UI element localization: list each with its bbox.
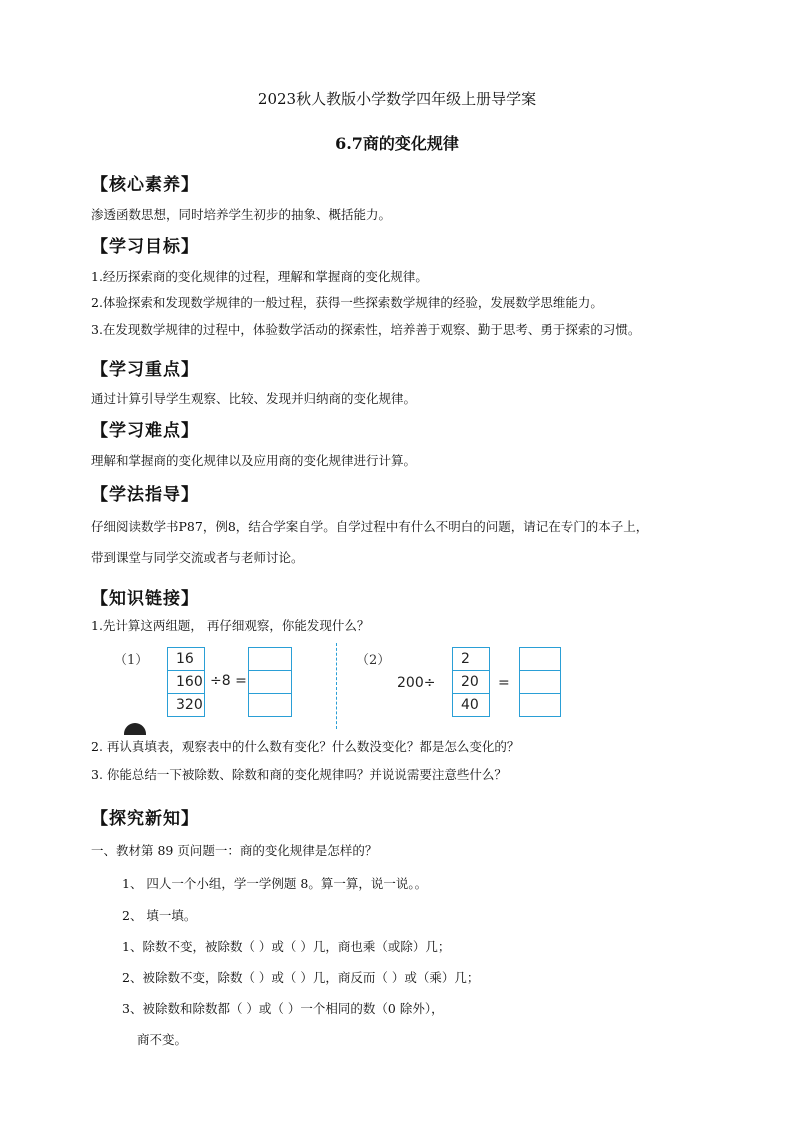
- answer-box[interactable]: [520, 671, 560, 694]
- answer-box[interactable]: [249, 671, 291, 694]
- divisor-cell: 40: [461, 697, 479, 713]
- divisor-cell: 2: [453, 648, 489, 671]
- dividend-cell: 320: [176, 697, 203, 713]
- fill-blank-3: 3、被除数和除数都（ ）或（ ）一个相同的数（0 除外），: [122, 1001, 444, 1016]
- heading-key: 【学习重点】: [91, 360, 199, 380]
- explore-step-2: 2、 填一填。: [122, 908, 197, 923]
- core-text: 渗透函数思想，同时培养学生初步的抽象、概括能力。: [91, 207, 392, 222]
- group-1-label: （1）: [114, 653, 149, 668]
- answer-box[interactable]: [249, 648, 291, 671]
- answer-box[interactable]: [249, 694, 291, 716]
- goal-item-3: 3.在发现数学规律的过程中，体验数学活动的探索性，培养善于观察、勤于思考、勇于探索的习惯。: [91, 322, 641, 337]
- goal-item-2: 2.体验探索和发现数学规律的一般过程，获得一些探索数学规律的经验，发展数学思维能力。: [91, 295, 603, 310]
- calculation-figure: [110, 643, 580, 733]
- difficulty-text: 理解和掌握商的变化规律以及应用商的变化规律进行计算。: [91, 453, 417, 468]
- explore-step-1: 1、 四人一个小组，学一学例题 8。算一算，说一说。。: [122, 876, 428, 891]
- dividend-cell: 16: [168, 648, 204, 671]
- document-title: 2023秋人教版小学数学四年级上册导学案: [257, 90, 537, 108]
- answer-box[interactable]: [520, 694, 560, 716]
- heading-explore: 【探究新知】: [91, 809, 199, 829]
- fill-blank-3-cont: 商不变。: [137, 1032, 188, 1047]
- group-1-dividends: [167, 647, 205, 717]
- group-1-answer-boxes[interactable]: [248, 647, 292, 717]
- method-line-1: 仔细阅读数学书P87，例8，结合学案自学。自学过程中有什么不明白的问题，请记在专门的本子上，: [91, 519, 649, 534]
- group-1-operator: ÷8 =: [210, 673, 247, 689]
- divisor-cell: 20: [453, 671, 489, 694]
- links-question-1: 1.先计算这两组题， 再仔细观察，你能发现什么？: [91, 618, 370, 633]
- heading-method: 【学法指导】: [91, 485, 199, 505]
- heading-goals: 【学习目标】: [91, 237, 199, 257]
- fill-blank-2: 2、被除数不变，除数（ ）或（ ）几，商反而（ ）或（乘）几；: [122, 970, 480, 985]
- dividend-cell: 160: [168, 671, 204, 694]
- key-text: 通过计算引导学生观察、比较、发现并归纳商的变化规律。: [91, 391, 417, 406]
- fill-blank-1: 1、除数不变，被除数（ ）或（ ）几，商也乘（或除）几；: [122, 939, 451, 954]
- decorative-shape: [124, 723, 146, 735]
- group-2-answer-boxes[interactable]: [519, 647, 561, 717]
- explore-question: 一、教材第 89 页问题一：商的变化规律是怎样的？: [91, 843, 378, 858]
- links-question-2: 2. 再认真填表，观察表中的什么数有变化？什么数没变化？都是怎么变化的？: [91, 739, 520, 754]
- heading-core: 【核心素养】: [91, 175, 199, 195]
- heading-difficulty: 【学习难点】: [91, 421, 199, 441]
- group-2-operator: =: [498, 675, 510, 691]
- heading-links: 【知识链接】: [91, 589, 199, 609]
- group-2-prefix: 200÷: [397, 675, 436, 691]
- answer-box[interactable]: [520, 648, 560, 671]
- group-2-label: （2）: [356, 653, 391, 668]
- goal-item-1: 1.经历探索商的变化规律的过程，理解和掌握商的变化规律。: [91, 269, 428, 284]
- lesson-title: 6.7商的变化规律: [335, 134, 459, 153]
- group-2-divisors: [452, 647, 490, 717]
- dashed-divider: [336, 643, 337, 729]
- links-question-3: 3. 你能总结一下被除数、除数和商的变化规律吗？并说说需要注意些什么？: [91, 767, 507, 782]
- method-line-2: 带到课堂与同学交流或者与老师讨论。: [91, 550, 304, 565]
